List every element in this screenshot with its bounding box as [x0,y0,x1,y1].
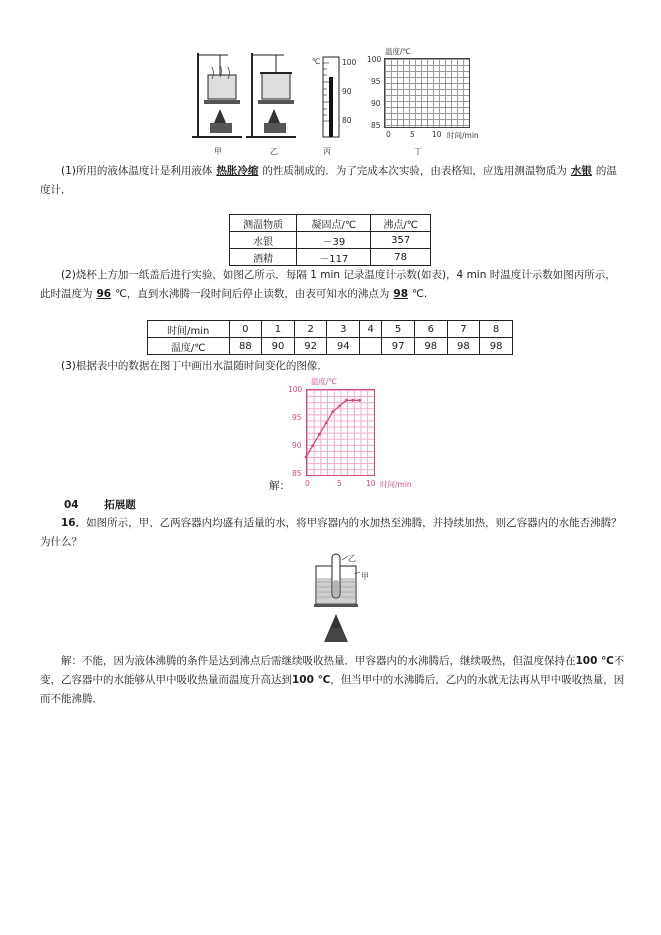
table-cell: 水银 [230,232,297,249]
table-row [230,215,431,232]
label-yi: 乙 [270,147,278,156]
table-header: 凝固点/℃ [297,215,371,232]
graph-y-tick: 95 [371,77,381,86]
table-cell [360,338,382,355]
graph-y-tick: 90 [371,99,381,108]
fig16-label-jia: 甲 [361,572,369,581]
table-header: 沸点/℃ [371,215,431,232]
graph-x-title: 时间/min [447,131,479,140]
section-number: 04 [64,499,79,511]
answer-y-tick: 100 [288,385,303,394]
q1-text-a: (1)所用的液体温度计是利用液体 [61,165,213,177]
solution-p2: 不变，乙容器中的水能够从甲中吸收热量而温度升高达到 [40,655,625,686]
data-point [358,399,361,402]
label-jia: 甲 [214,147,222,156]
table-header: 时间/min [148,321,230,338]
solution-p3: ，但当甲中的水沸腾后，乙内的水就无法再从甲中吸收热量，因而不能沸腾． [40,674,625,705]
answer-y-tick: 95 [292,413,302,422]
question-2 [40,266,625,304]
beaker-test-tube-illustration [310,552,370,647]
q1-text-b: 的性质制成的．为了完成本次实验，由表格知，应选用测温物质为 [262,165,567,177]
table-cell: －117 [297,249,371,266]
question-1 [40,162,625,200]
table-cell: 酒精 [230,249,297,266]
graph-y-tick: 100 [367,55,382,64]
table-header: 测温物质 [230,215,297,232]
table-cell: 3 [327,321,360,338]
series-line [306,400,360,457]
data-point [311,444,314,447]
table-cell: 6 [414,321,447,338]
q1-blank-1: 热胀冷缩 [216,165,259,177]
table-row [148,338,513,355]
thermometer-unit: ℃ [312,57,321,66]
table-cell: 4 [360,321,382,338]
q2-blank-2: 98 [393,288,409,300]
solution [40,652,625,709]
table-cell: 8 [480,321,513,338]
question-3 [40,357,625,376]
graph-x-tick: 0 [386,130,391,139]
solution-b2: 100 ℃ [292,674,331,686]
table-cell: 88 [229,338,262,355]
answer-y-tick: 90 [292,441,302,450]
answer-x-title: 时间/min [380,480,412,489]
q3-text: (3)根据表中的数据在图丁中画出水温随时间变化的图像． [61,360,328,372]
data-point [318,433,321,436]
q2-text-c: ℃. [412,288,428,300]
answer-x-tick: 0 [305,479,310,488]
q1-text-c: 的温度计． [40,165,617,196]
table-time-temperature [147,320,513,355]
table-cell: 98 [480,338,513,355]
data-point [345,399,348,402]
question-16 [40,514,625,552]
q16-text: 如图所示，甲、乙两容器内均盛有适量的水，将甲容器内的水加热至沸腾，并持续加热，则乙容器内的水能否沸腾？为什么？ [40,517,622,548]
table-cell: 357 [371,232,431,249]
table-cell: 98 [447,338,480,355]
section-heading [64,497,136,512]
data-point [352,399,355,402]
apparatus-jia-yi-illustration [190,45,300,145]
graph-y-title: 温度/℃ [385,47,411,56]
table-cell: 2 [294,321,327,338]
answer-jie: 解： [269,480,290,492]
table-cell: 94 [327,338,360,355]
answer-line-plot [306,389,373,474]
table-cell: －39 [297,232,371,249]
table-row [148,321,513,338]
table-cell: 92 [294,338,327,355]
thermometer-tick: 100 [342,58,357,67]
graph-y-tick: 85 [371,121,381,130]
thermometer-illustration [320,55,342,140]
fig16-label-yi: 乙 [348,554,356,563]
answer-x-tick: 10 [366,479,376,488]
empty-grid-graph [384,58,470,128]
table-cell: 97 [382,338,415,355]
table-cell: 98 [414,338,447,355]
table-row [230,232,431,249]
table-header: 温度/℃ [148,338,230,355]
label-bing: 丙 [323,147,331,156]
q16-number: 16． [61,517,87,529]
data-point [325,422,328,425]
q1-blank-2: 水银 [570,165,592,177]
q2-text-b: ℃，直到水沸腾一段时间后停止读数，由表可知水的沸点为 [115,288,390,300]
table-cell: 7 [447,321,480,338]
answer-x-tick: 5 [337,479,342,488]
graph-x-tick: 10 [432,130,442,139]
thermometer-tick: 90 [342,87,352,96]
section-title: 拓展题 [104,499,136,511]
table-cell: 90 [262,338,295,355]
data-point [305,456,308,459]
q2-blank-1: 96 [96,288,112,300]
label-ding: 丁 [414,147,422,156]
graph-x-tick: 5 [410,130,415,139]
answer-y-title: 温度/℃ [311,377,337,386]
data-point [331,410,334,413]
table-cell: 0 [229,321,262,338]
q2-text-a: (2)烧杯上方加一纸盖后进行实验，如图乙所示．每隔 1 min 记录温度计示数(如表)，4 min 时温度计示数如图丙所示，此时温度为 [40,269,616,300]
table-cell: 78 [371,249,431,266]
thermometer-tick: 80 [342,116,352,125]
table-row [230,249,431,266]
answer-y-tick: 85 [292,469,302,478]
table-substances [229,214,431,266]
solution-p1: 解：不能，因为液体沸腾的条件是达到沸点后需继续吸收热量．甲容器内的水沸腾后，继续吸热，但温度保持在 [61,655,576,667]
solution-b1: 100 ℃ [575,655,614,667]
table-cell: 5 [382,321,415,338]
data-point [338,405,341,408]
table-cell: 1 [262,321,295,338]
